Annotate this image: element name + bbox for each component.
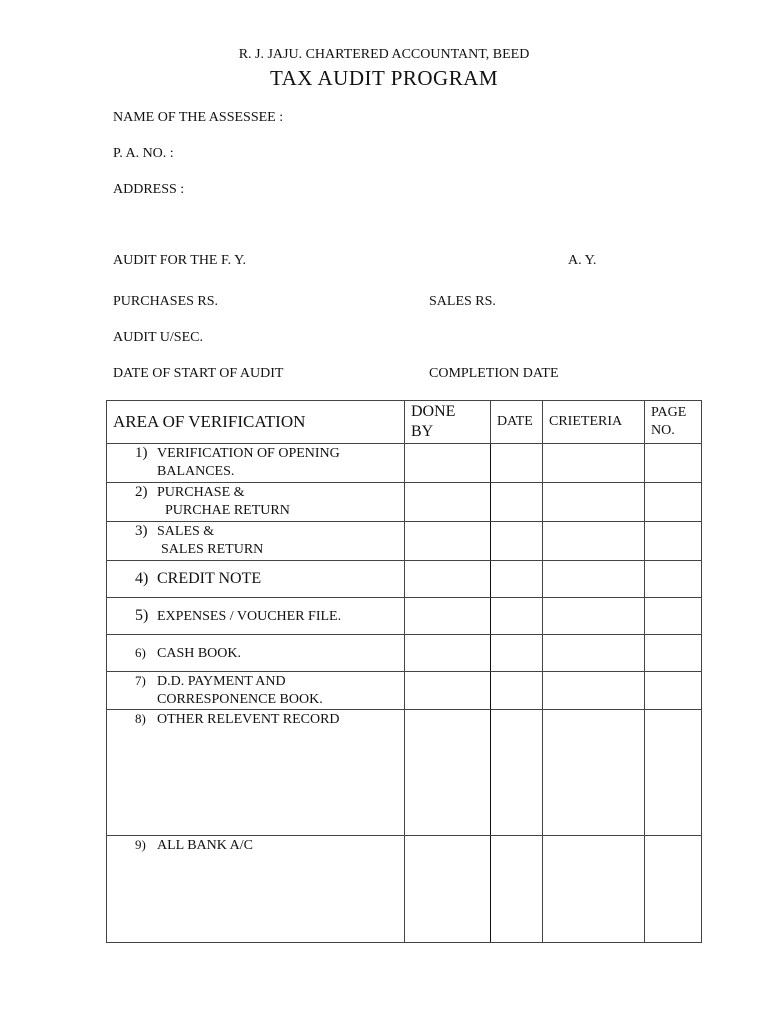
cell-page-no[interactable] xyxy=(645,444,702,483)
cell-date[interactable] xyxy=(491,598,543,635)
cell-done-by[interactable] xyxy=(405,710,491,836)
table-row xyxy=(107,836,702,943)
sales-label: SALES RS. xyxy=(429,294,496,309)
table-row xyxy=(107,710,702,836)
cell-done-by[interactable] xyxy=(405,522,491,561)
table-row xyxy=(107,522,702,561)
ay-label: A. Y. xyxy=(568,253,597,268)
audit-usec-label: AUDIT U/SEC. xyxy=(113,330,203,345)
row-item-3: 3) SALES & SALES RETURN xyxy=(107,522,405,561)
verification-table xyxy=(106,400,702,943)
cell-done-by[interactable] xyxy=(405,444,491,483)
cell-date[interactable] xyxy=(491,836,543,943)
table-row xyxy=(107,635,702,672)
table-row xyxy=(107,561,702,598)
table-row xyxy=(107,598,702,635)
cell-criteria[interactable] xyxy=(543,710,645,836)
cell-page-no[interactable] xyxy=(645,710,702,836)
start-date-label: DATE OF START OF AUDIT xyxy=(113,366,284,381)
cell-page-no[interactable] xyxy=(645,522,702,561)
completion-date-label: COMPLETION DATE xyxy=(429,366,559,381)
document-title: TAX AUDIT PROGRAM xyxy=(269,66,499,90)
cell-criteria[interactable] xyxy=(543,561,645,598)
header-criteria: CRIETERIA xyxy=(543,401,645,444)
cell-page-no[interactable] xyxy=(645,483,702,522)
cell-criteria[interactable] xyxy=(543,483,645,522)
cell-criteria[interactable] xyxy=(543,836,645,943)
cell-date[interactable] xyxy=(491,561,543,598)
cell-date[interactable] xyxy=(491,483,543,522)
cell-done-by[interactable] xyxy=(405,561,491,598)
cell-done-by[interactable] xyxy=(405,598,491,635)
cell-criteria[interactable] xyxy=(543,672,645,710)
header-page-no: PAGE NO. xyxy=(645,401,702,444)
row-item-5: 5) EXPENSES / VOUCHER FILE. xyxy=(107,598,405,635)
row-item-7: 7) D.D. PAYMENT AND CORRESPONENCE BOOK. xyxy=(107,672,405,710)
row-item-9: 9) ALL BANK A/C xyxy=(107,836,405,943)
cell-date[interactable] xyxy=(491,672,543,710)
cell-page-no[interactable] xyxy=(645,672,702,710)
cell-page-no[interactable] xyxy=(645,635,702,672)
assessee-name-label: NAME OF THE ASSESSEE : xyxy=(113,110,284,125)
cell-date[interactable] xyxy=(491,522,543,561)
cell-done-by[interactable] xyxy=(405,836,491,943)
header-area: AREA OF VERIFICATION xyxy=(107,401,405,444)
cell-page-no[interactable] xyxy=(645,561,702,598)
purchases-label: PURCHASES RS. xyxy=(113,294,219,309)
cell-criteria[interactable] xyxy=(543,444,645,483)
row-item-6: 6) CASH BOOK. xyxy=(107,635,405,672)
table-header-row xyxy=(107,401,702,444)
table-row xyxy=(107,672,702,710)
firm-name: R. J. JAJU. CHARTERED ACCOUNTANT, BEED xyxy=(238,47,530,62)
cell-criteria[interactable] xyxy=(543,598,645,635)
cell-page-no[interactable] xyxy=(645,598,702,635)
row-item-1: 1) VERIFICATION OF OPENING BALANCES. xyxy=(107,444,405,483)
header-done-by: DONE BY xyxy=(405,401,491,444)
cell-criteria[interactable] xyxy=(543,522,645,561)
row-item-4: 4) CREDIT NOTE xyxy=(107,561,405,598)
cell-criteria[interactable] xyxy=(543,635,645,672)
cell-date[interactable] xyxy=(491,444,543,483)
row-item-2: 2) PURCHASE & PURCHAE RETURN xyxy=(107,483,405,522)
cell-done-by[interactable] xyxy=(405,635,491,672)
table-row xyxy=(107,444,702,483)
cell-date[interactable] xyxy=(491,635,543,672)
address-label: ADDRESS : xyxy=(113,182,185,197)
audit-fy-label: AUDIT FOR THE F. Y. xyxy=(113,253,246,268)
pan-label: P. A. NO. : xyxy=(113,146,174,161)
cell-done-by[interactable] xyxy=(405,672,491,710)
cell-date[interactable] xyxy=(491,710,543,836)
row-item-8: 8) OTHER RELEVENT RECORD xyxy=(107,710,405,836)
cell-page-no[interactable] xyxy=(645,836,702,943)
table-row xyxy=(107,483,702,522)
header-date: DATE xyxy=(491,401,543,444)
cell-done-by[interactable] xyxy=(405,483,491,522)
